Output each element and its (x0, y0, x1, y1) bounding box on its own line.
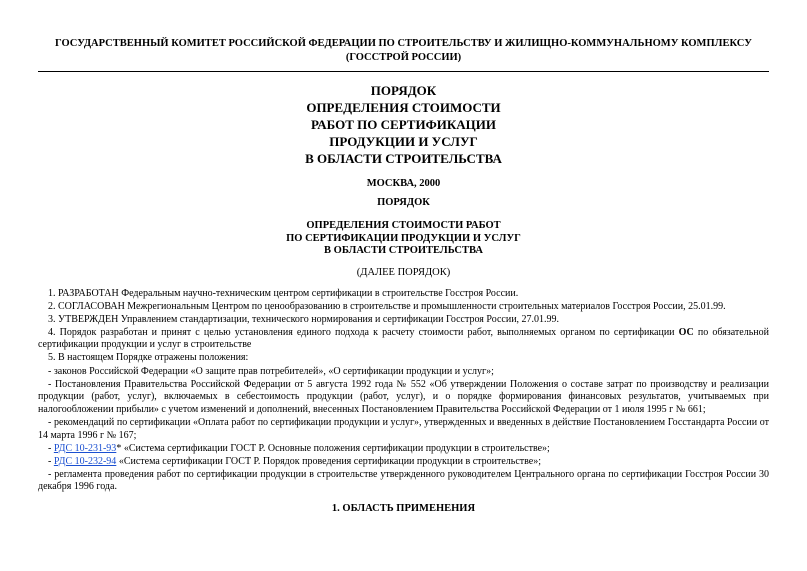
title-line: В ОБЛАСТИ СТРОИТЕЛЬСТВА (305, 151, 502, 166)
list-dash: - (48, 455, 54, 467)
list-item-regulation: - регламента проведения работ по сертификации продукции в строительстве утвержденного руководителем Центрального органа по сертификации Госстроя России 30 декабря 1996 года. (38, 468, 769, 493)
subtitle-line: ПО СЕРТИФИКАЦИИ ПРОДУКЦИИ И УСЛУГ (286, 232, 521, 244)
paragraph-developed-by: 1. РАЗРАБОТАН Федеральным научно-техническим центром сертификации в строительстве Госстроя России. (48, 287, 519, 299)
purpose-text-start: 4. Порядок разработан и принят с целью установления единого подхода к расчету стоимости работ, выполняемых органом по сертификации (48, 326, 679, 338)
title-line: ОПРЕДЕЛЕНИЯ СТОИМОСТИ (306, 100, 501, 115)
agency-abbreviation: (ГОССТРОЙ РОССИИ) (345, 52, 462, 63)
header-divider (38, 71, 769, 72)
title-line: ПРОДУКЦИИ И УСЛУГ (329, 134, 478, 149)
title-line: ПОРЯДОК (370, 83, 437, 98)
title-line: РАБОТ ПО СЕРТИФИКАЦИИ (310, 117, 497, 132)
paragraph-agreed-by: 2. СОГЛАСОВАН Межрегиональным Центром по ценообразованию в строительстве и промышленности строительных материалов Госстроя России, 25.01.99. (48, 300, 726, 312)
list-item-rds-232 (38, 456, 769, 469)
paragraph-approved-by: 3. УТВЕРЖДЕН Управлением стандартизации, технического нормирования и сертификации Госстроя России, 27.01.99. (48, 313, 560, 325)
rds-232-description: «Система сертификации ГОСТ Р. Порядок проведения сертификации продукции в строительстве»; (116, 455, 542, 467)
subtitle-line: В ОБЛАСТИ СТРОИТЕЛЬСТВА (324, 245, 483, 256)
purpose-text-end: по обязательной сертификации продукции и услуг в строительстве (38, 326, 769, 351)
city-year: МОСКВА, 2000 (366, 178, 441, 189)
purpose-os-label: ОС (678, 326, 694, 338)
agency-header (38, 0, 769, 65)
rds-10-231-93-link[interactable]: РДС 10-231-93 (53, 442, 117, 454)
subtitle-line: ОПРЕДЕЛЕНИЯ СТОИМОСТИ РАБОТ (306, 220, 501, 231)
document-body (38, 288, 769, 495)
list-item-resolution-552: - Постановления Правительства Российской Федерации от 5 августа 1992 года № 552 «Об утверждении Положения о составе затрат по производству и реализации продукции (работ, услуг), включаемых в себестоимость продукции (работ, услуг), и о порядке формирования финансовых результатов, учитываемых при налогообложении прибыли» с учетом изменений и дополнений, внесенных Постановлением Правительства Российской Федерации от 1 июля 1995 г № 661; (38, 378, 769, 415)
list-item-laws: - законов Российской Федерации «О защите прав потребителей», «О сертификации продукции и услуг»; (48, 365, 494, 377)
list-item-recommendations: - рекомендаций по сертификации «Оплата работ по сертификации продукции и услуг», утвержденных и введенных в действие Постановлением Госстандарта России от 14 марта 1996 г № 167; (38, 416, 769, 441)
paragraph-provisions-intro: 5. В настоящем Порядке отражены положения: (48, 352, 249, 364)
agency-name: ГОСУДАРСТВЕННЫЙ КОМИТЕТ РОССИЙСКОЙ ФЕДЕРАЦИИ ПО СТРОИТЕЛЬСТВУ И ЖИЛИЩНО-КОММУНАЛЬНОМУ КОМПЛЕКСУ (55, 38, 752, 49)
list-dash: - (48, 442, 54, 454)
rds-10-232-94-link[interactable]: РДС 10-232-94 (53, 455, 117, 467)
short-name-note: (ДАЛЕЕ ПОРЯДОК) (356, 266, 451, 278)
rds-231-description: * «Система сертификации ГОСТ Р. Основные положения сертификации продукции в строительстве»; (116, 442, 550, 454)
sub-heading: ПОРЯДОК (377, 197, 430, 208)
section-heading-scope: 1. ОБЛАСТЬ ПРИМЕНЕНИЯ (331, 503, 476, 514)
list-item-rds-231 (38, 443, 769, 456)
document-subtitle (38, 220, 769, 258)
paragraph-purpose (38, 327, 769, 352)
document-title (38, 82, 769, 167)
